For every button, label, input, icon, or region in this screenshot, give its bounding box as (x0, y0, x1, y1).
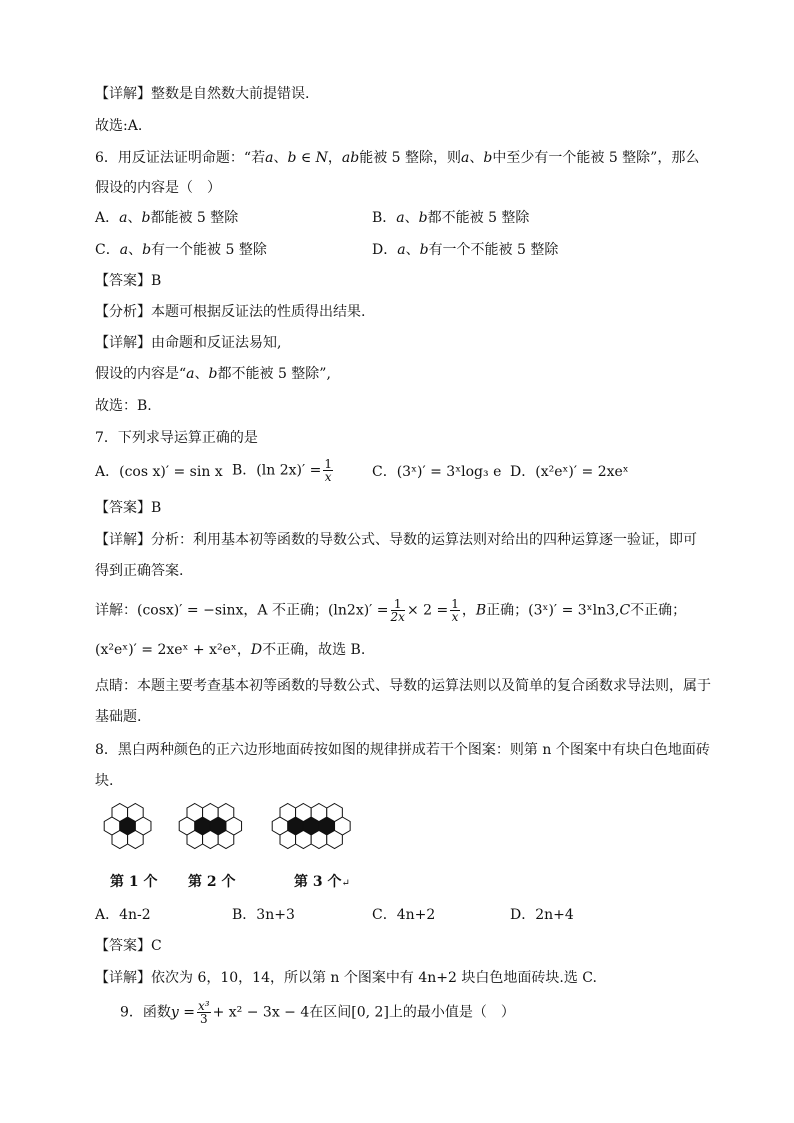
question-6-stem (95, 148, 699, 168)
detail-text-6: 不正确，故选 B. (262, 642, 366, 658)
option-letter: B． (372, 210, 397, 226)
var-b-in-n: b ∈ N (287, 150, 328, 166)
paragraph-mark-icon: ↵ (341, 878, 350, 889)
q9-text-a: 9．函数 (120, 1004, 171, 1021)
detail-tag: 【详解】 (95, 970, 151, 986)
detail-text-5: ， (236, 642, 251, 658)
q6-text-e: 、 (469, 150, 484, 166)
numerator: x³ (198, 999, 210, 1013)
formula-4: (x²eˣ)′ = 2xeˣ + x²eˣ (95, 642, 237, 658)
white-hexagon-tile (112, 831, 128, 849)
question-7-stem: 7．下列求导运算正确的是 (95, 430, 258, 446)
question-8-line-2: 块. (95, 773, 114, 789)
white-hexagon-tile (218, 831, 234, 849)
answer-tag: 【答案】 (95, 273, 151, 289)
q8-option-b[interactable]: B．3n+3 (232, 907, 295, 923)
var-b: b (483, 150, 493, 166)
q6-option-a[interactable]: A．a、b都能被 5 整除 (95, 210, 239, 226)
q6-text-c: ， (327, 150, 342, 166)
q6-option-b[interactable]: B．a、b都不能被 5 整除 (372, 210, 530, 226)
var-a: a (396, 210, 405, 226)
q6-text-b: 、 (273, 150, 288, 166)
numerator: 1 (324, 457, 332, 471)
q8-option-c[interactable]: C．4n+2 (372, 907, 436, 923)
option-letter: C． (372, 464, 397, 480)
white-hexagon-tile (128, 831, 144, 849)
q7-detail (95, 530, 697, 550)
q6-analysis (95, 302, 365, 322)
fraction-2 (450, 598, 460, 623)
var-b: b (208, 366, 218, 382)
analysis-tag: 【分析】 (95, 304, 151, 320)
option-letter: C． (95, 242, 120, 258)
hexagon-group (104, 804, 350, 849)
white-hexagon-tile (218, 804, 234, 822)
denominator: 3 (199, 1012, 208, 1026)
q7-answer (95, 498, 161, 518)
answer-value: C (151, 938, 162, 954)
q8-option-d[interactable]: D．2n+4 (510, 907, 574, 923)
formula-1: (cosx)′ = −sinx (137, 602, 244, 619)
option-text: 都能被 5 整除 (150, 210, 239, 226)
white-hexagon-tile (203, 831, 219, 849)
letter-c: C (619, 602, 631, 619)
detail-text: 整数是自然数大前提错误. (151, 86, 310, 102)
option-text: 有一个能被 5 整除 (151, 242, 267, 258)
q7-option-d[interactable] (510, 462, 629, 482)
formula-right: + x² − 3x − 4 (212, 1004, 310, 1021)
q6-text-f: 中至少有一个能被 5 整除”，那么 (492, 150, 700, 166)
detail-text-2: ， (461, 602, 476, 619)
detail-text: 依次为 6，10，14，所以第 n 个图案中有 4n+2 块白色地面砖块.选 C. (151, 970, 597, 986)
detail-label: 详解： (95, 602, 137, 619)
numerator: 1 (451, 597, 459, 611)
q7-option-b[interactable] (232, 458, 335, 483)
q6-text-a: 6．用反证法证明命题：“若 (95, 150, 266, 166)
formula-2-mid: × 2 = (406, 602, 449, 619)
fraction (197, 1000, 211, 1025)
q8-detail (95, 968, 597, 988)
var-a: a (186, 366, 195, 382)
formula-3: (3ˣ)′ = 3ˣln3 (528, 602, 615, 619)
q7-note-2: 基础题. (95, 709, 142, 725)
option-letter: B． (232, 462, 257, 479)
var-ab: ab (341, 150, 360, 166)
detail-text: 分析：利用基本初等函数的导数公式、导数的运算法则对给出的四种运算逐一验证，即可 (151, 532, 697, 548)
fraction (323, 458, 333, 483)
denominator: x (451, 610, 459, 624)
question-9-stem (120, 1000, 515, 1025)
var-a-2: a (461, 150, 470, 166)
white-hexagon-tile (296, 831, 312, 849)
interval: [0, 2] (351, 1004, 389, 1021)
q6-option-d[interactable]: D．a、b有一个不能被 5 整除 (372, 242, 559, 258)
detail-tag: 【详解】 (95, 335, 151, 351)
answer-value: B (151, 273, 162, 289)
question-8-stem: 8．黑白两种颜色的正六边形地面砖按如图的规律拼成若干个图案：则第 n 个图案中有块白色地面砖 (95, 742, 710, 758)
var-a: a (119, 210, 128, 226)
detail-text: 由命题和反证法易知, (151, 335, 282, 351)
numerator: 1 (391, 598, 405, 611)
figure-label-3 (294, 872, 350, 894)
formula: (3ˣ)′ = 3ˣlog₃ e (396, 464, 502, 480)
hexagon-tiling-figure (100, 798, 380, 854)
q6-answer (95, 271, 161, 291)
q7-option-c[interactable] (372, 462, 501, 482)
var-b: b (142, 242, 152, 258)
q7-detail-4 (95, 640, 365, 660)
answer-tag: 【答案】 (95, 938, 151, 954)
var-b: b (418, 210, 428, 226)
detail-text-3: 正确； (486, 602, 529, 619)
option-letter: A． (95, 210, 120, 226)
option-letter: A． (95, 464, 120, 480)
var-b: b (141, 210, 151, 226)
analysis-text: 本题可根据反证法的性质得出结果. (151, 304, 366, 320)
answer-choice-line: 故选:A. (95, 118, 143, 134)
formula-2-left: (ln2x)′ = (327, 602, 389, 619)
denominator: x (324, 470, 332, 484)
formula-left: y = (170, 1004, 196, 1021)
var-a: a (119, 242, 129, 258)
detail-text-a: 假设的内容是“ (95, 366, 187, 382)
detail-line-1 (95, 84, 309, 104)
q6-text-d: 能被 5 整除，则 (359, 150, 462, 166)
detail-text-1: ，A 不正确； (243, 602, 328, 619)
white-hexagon-tile (203, 804, 219, 822)
var-a: a (397, 242, 406, 258)
white-hexagon-tile (128, 804, 144, 822)
white-hexagon-tile (327, 804, 343, 822)
white-hexagon-tile (187, 804, 203, 822)
q9-text-c: 上的最小值是（ ） (388, 1004, 515, 1021)
letter-d: D (250, 642, 263, 658)
q6-detail (95, 333, 281, 353)
q8-answer (95, 936, 162, 956)
q8-option-a[interactable]: A．4n-2 (95, 907, 151, 923)
option-text: 都不能被 5 整除 (427, 210, 530, 226)
figure-label-2: 第 2 个 (188, 874, 236, 890)
q9-text-b: 在区间 (309, 1004, 352, 1021)
answer-value: B (151, 500, 162, 516)
white-hexagon-tile (187, 831, 203, 849)
q6-choice: 故选：B. (95, 398, 152, 414)
white-hexagon-tile (311, 804, 327, 822)
q6-detail-2: 假设的内容是“a、b都不能被 5 整除”, (95, 366, 331, 382)
option-text: 有一个不能被 5 整除 (428, 242, 559, 258)
option-letter: D． (372, 242, 398, 258)
answer-tag: 【答案】 (95, 500, 151, 516)
var-a: a (265, 150, 274, 166)
q6-option-c[interactable]: C．a、b有一个能被 5 整除 (95, 242, 267, 258)
formula: (cos x)′ = sin x (119, 464, 223, 480)
option-letter: D． (510, 464, 536, 480)
white-hexagon-tile (327, 831, 343, 849)
figure-label-1: 第 1 个 (110, 874, 158, 890)
formula: (x²eˣ)′ = 2xeˣ (535, 464, 629, 480)
fraction-1 (391, 598, 405, 623)
q7-option-a[interactable] (95, 462, 223, 482)
white-hexagon-tile (112, 804, 128, 822)
q7-detail-3: 详解：(cosx)′ = −sinx，A 不正确；(ln2x)′ = $\frac{1}{2x}$ × 2 = $\frac{1}{x}$ ，B正确；(3ˣ)′ = 3ˣln3,C不正确； (95, 597, 687, 624)
white-hexagon-tile (296, 804, 312, 822)
var-b: b (419, 242, 429, 258)
q7-detail-2: 得到正确答案. (95, 563, 184, 579)
formula-left: (ln 2x)′ = (256, 462, 322, 479)
figure-label-3-text: 第 3 个 (294, 874, 342, 890)
white-hexagon-tile (311, 831, 327, 849)
q7-note: 点睛：本题主要考查基本初等函数的导数公式、导数的运算法则以及简单的复合函数求导法则，属于 (95, 678, 711, 694)
detail-tag: 【详解】 (95, 86, 151, 102)
detail-tag: 【详解】 (95, 532, 151, 548)
detail-text-4: 不正确； (630, 602, 687, 619)
denominator: 2x (390, 610, 405, 624)
question-6-line-2: 假设的内容是（ ） (95, 180, 221, 196)
detail-text-b: 都不能被 5 整除”, (217, 366, 331, 382)
white-hexagon-tile (280, 804, 296, 822)
white-hexagon-tile (280, 831, 296, 849)
letter-b: B (475, 602, 487, 619)
